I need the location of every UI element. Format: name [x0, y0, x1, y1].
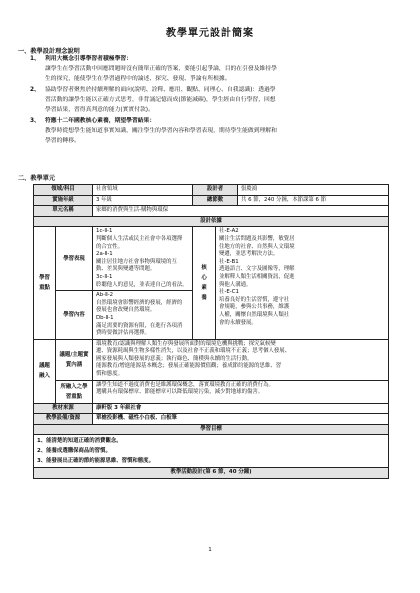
core-competency-cell	[216, 227, 389, 339]
item-1-line-2: 讓學生在學習活動中回應問題時沒有簡單正確的答案，要能引起爭論，目的在引發及維持學	[45, 66, 277, 72]
issue-line: 環境教育/認識與理解人類生存與發展所面對的環境危機與挑戰；探究氣候變	[96, 340, 276, 347]
core-line: 人權，關懷自然環境與人類社	[219, 311, 290, 318]
designer-label: 設計者	[193, 185, 238, 196]
activity-header: 教學活動設計(第 6 節，40 分鐘)	[34, 468, 389, 479]
item-2-line-3: 學習結果，習得真判意的能力(實實付款)。	[45, 107, 154, 113]
row-performance	[34, 227, 389, 291]
perf-line: 1c-Ⅱ-1	[96, 228, 113, 235]
issue-content-label: 議題/主題實質內涵	[56, 339, 93, 380]
goal-item: 1、能清楚的知道正確的消費觀念。	[37, 438, 122, 445]
issue-line: 國家發展與人類發展的意義；執行綠色、簡樸與永續的生活行動。	[96, 355, 253, 362]
item-1-line-3: 生的探究，能使學生在學習過程中的論述、探究、發現、爭論有所根據。	[45, 76, 231, 82]
core-line: 培養良好的生活習慣，遵守社	[219, 296, 290, 303]
content-line: 發展也會改變自然環境。	[96, 307, 156, 314]
perf-line: 關注居住地方社會事物與環境的互	[96, 258, 177, 265]
goal-item: 2、能養成選購保商品的習慣。	[37, 448, 111, 455]
hours-label: 總節數	[193, 195, 238, 206]
core-line: 並解釋人類生活相關資訊，促進	[219, 273, 295, 280]
row-issue	[34, 339, 389, 380]
core-line: 變遷，並思考解決方法。	[219, 251, 279, 258]
perf-line: 2a-Ⅱ-1	[96, 251, 113, 258]
perf-line: 聆聽他人的意見，並表達自己的看法。	[96, 281, 188, 288]
content-line: Db-Ⅱ-1	[96, 314, 114, 321]
goals-cell	[34, 435, 389, 468]
material-value: 康軒版 3 年級社會	[93, 403, 389, 414]
unit-label: 單元名稱	[34, 206, 93, 217]
issue-line: 能源教育/增進能源基本概念；發展正確能源價值觀；養成節約能源的思維、習	[96, 363, 282, 370]
perf-line: 判斷個人生活或民主社會中各項選擇	[96, 235, 183, 242]
row-goals	[34, 435, 389, 468]
row-grade	[34, 195, 389, 206]
issue-label: 議題融入	[34, 339, 56, 403]
designer-value: 張慶鴻	[238, 185, 389, 196]
row-field	[34, 185, 389, 196]
perf-line: 3c-Ⅱ-1	[96, 273, 113, 280]
link-cell	[93, 380, 389, 403]
row-link	[34, 380, 389, 403]
equipment-label: 教學設備/資源	[34, 414, 93, 425]
content-line: 費時要做評估再選擇。	[96, 330, 150, 337]
link-line: 讓學生知道不過度消費也是維護環保概念，落實環境教育正確的消費行為。	[96, 381, 274, 388]
content-cell	[93, 291, 193, 340]
item-1-num: 1、	[30, 56, 40, 62]
core-line: 社-E-B1	[219, 258, 239, 265]
item-1-text: 利用大概念引導學習者積極學習：	[45, 56, 132, 62]
page-number: 1	[208, 547, 212, 553]
equipment-value: 單槍投影機、磁性小白板、白板筆	[93, 414, 389, 425]
field-label: 領域/科目	[34, 185, 93, 196]
item-2-text: 協助學習者聚焦於持續理解的面向(說明、詮釋、應用、觀點、同理心、自我認識)：透過學	[45, 87, 276, 93]
link-line: 選購具有環保標章、節能標章可以降低環境污染，減少對地球的傷害。	[96, 389, 264, 396]
content-line: 自然環境會影響經濟的發展，經濟的	[96, 299, 183, 306]
material-label: 教材來源	[34, 403, 93, 414]
row-activity-header	[34, 468, 389, 479]
row-unit	[34, 206, 389, 217]
content-label: 學習內容	[56, 291, 93, 340]
content-line: 滿足需要的資源有限，在進行各項消	[96, 322, 183, 329]
link-label: 所融入之學習重點	[56, 380, 93, 403]
item-3-text: 符應十二年國教核心素養，期望學習結果：	[45, 118, 156, 124]
row-design-basis	[34, 216, 389, 227]
lesson-plan-table	[33, 184, 389, 479]
issue-cell	[93, 339, 389, 380]
field-value: 社會領域	[93, 185, 193, 196]
design-basis-header: 設計依據	[34, 216, 389, 227]
section-1-heading: 一、教學設計理念說明	[18, 48, 80, 55]
document-title: 教學單元設計簡案	[166, 28, 254, 39]
item-3-line-3: 學習的轉移。	[45, 138, 80, 144]
issue-line: 遷、資源耗竭與生物多樣性消失，以及社會不正義和環境不正義；思考個人發展、	[96, 348, 291, 355]
item-3-num: 3、	[30, 118, 40, 124]
goal-header: 學習目標	[34, 424, 389, 435]
core-line: 住地方的社會、自然與人文環境	[219, 243, 295, 250]
core-competency-label: 核心素養	[193, 227, 216, 339]
issue-line: 慣和態度。	[96, 371, 123, 378]
performance-label: 學習表現	[56, 227, 93, 291]
row-equipment	[34, 414, 389, 425]
grade-label: 實施年級	[34, 195, 93, 206]
core-line: 關注生活問題及其影響，敏覺居	[219, 235, 295, 242]
item-2-num: 2、	[30, 87, 40, 93]
core-line: 會規範，參與公共事務，維護	[219, 304, 290, 311]
core-line: 會的永續發展。	[219, 319, 257, 326]
unit-value: 家鄉的消費與生活-購物與環保	[93, 206, 389, 217]
grade-value: 3 年級	[93, 195, 193, 206]
core-line: 透過語言、文字及圖像等，理解	[219, 266, 295, 273]
learning-focus-label: 學習重點	[34, 227, 56, 339]
goal-item: 3、能發展出正確的節約能源思維、習慣和態度。	[37, 458, 154, 465]
perf-line: 動、差異與變遷等問題。	[96, 266, 156, 273]
core-line: 社-E-A2	[219, 228, 239, 235]
core-line: 社-E-C1	[219, 289, 239, 296]
core-line: 與他人溝通。	[219, 281, 252, 288]
item-3-line-2: 教學時從想學生能知道事實知識，關注學生的學習內容和學習表現，期待學生能做到理解和	[45, 128, 277, 134]
hours-value: 共 6 節，240 分鐘，本節課第 6 節	[238, 195, 389, 206]
item-2-line-2: 習活動的讓學生能以正確方式思考，非背誦記憶而成(節能減碳)，學生經由自行學習，回想	[45, 97, 276, 103]
section-2-heading: 二、教學單元	[18, 175, 56, 182]
row-material	[34, 403, 389, 414]
performance-cell	[93, 227, 193, 291]
content-line: Ab-Ⅱ-2	[96, 292, 114, 299]
perf-line: 的合宜性。	[96, 243, 123, 250]
row-goal-header	[34, 424, 389, 435]
